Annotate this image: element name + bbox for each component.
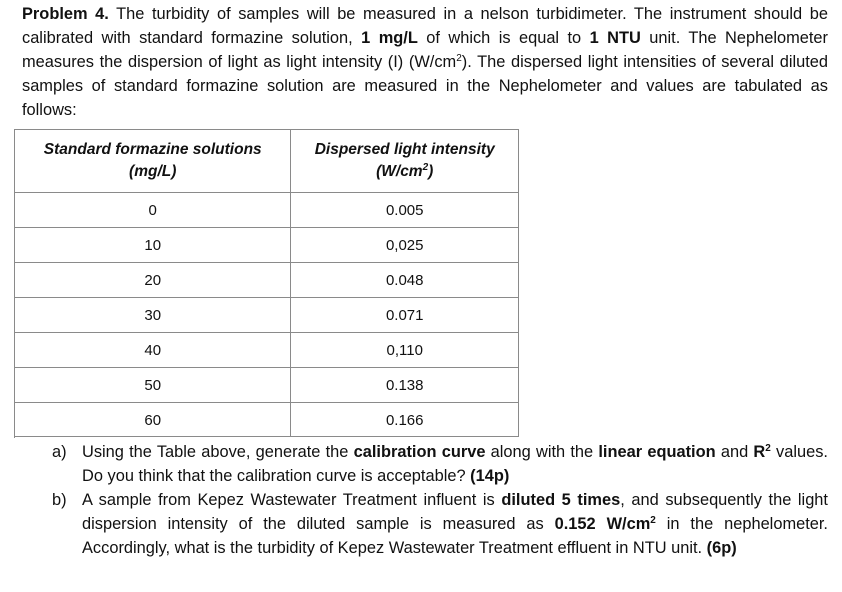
- cell-intensity: 0.071: [291, 298, 519, 333]
- calibration-table: [14, 129, 519, 437]
- question-marker: a): [52, 443, 67, 461]
- column-header-concentration: [15, 130, 291, 193]
- table-row: [15, 298, 519, 333]
- table-row: [15, 333, 519, 368]
- cell-concentration: 20: [15, 263, 291, 298]
- cell-concentration: 50: [15, 368, 291, 403]
- problem-text-4: ). The dispersed light intensities of several diluted samples of standard formazine solution are measured in the Nephelometer and values are tabulated as follows:: [22, 53, 829, 119]
- problem-text-1: The turbidity of samples will be measured in a nelson turbidimeter. The instrument should be calibrated with standard formazine solution,: [22, 5, 828, 47]
- cell-concentration: 40: [15, 333, 291, 368]
- question-marker: b): [52, 491, 67, 509]
- table-row: [15, 263, 519, 298]
- cell-concentration: 10: [15, 228, 291, 263]
- question-points: (14p): [470, 467, 510, 485]
- calibration-value: 1 mg/L: [361, 29, 418, 47]
- cell-intensity: 0.138: [291, 368, 519, 403]
- superscript: 2: [456, 53, 462, 64]
- cell-concentration: 30: [15, 298, 291, 333]
- cell-intensity: 0,025: [291, 228, 519, 263]
- table-row: [15, 228, 519, 263]
- header-unit: (mg/L): [129, 163, 177, 180]
- cell-concentration: 60: [15, 403, 291, 438]
- question-a: a) Using the Table above, generate the calibration curve along with the linear equation and $R^2$ values. Do you think that the calibration curve is acceptable? (14p): [52, 440, 828, 488]
- problem-text-2: of which is equal to: [417, 29, 590, 47]
- ntu-value: 1 NTU: [589, 29, 641, 47]
- cell-intensity: 0.048: [291, 263, 519, 298]
- table-row: [15, 368, 519, 403]
- question-list: [52, 440, 828, 560]
- question-b: b) A sample from Kepez Wastewater Treatment influent is diluted 5 times, and subsequently the light dispersion intensity of the diluted sample is measured as 0.152 $W/cm^2$ in the nephelometer. Accordingly, what is the turbidity of Kepez Wastewater Treatment effluent in NTU unit. (6p): [52, 488, 828, 560]
- table-header-row: [15, 130, 519, 193]
- cell-concentration: 0: [15, 193, 291, 228]
- table-row: [15, 403, 519, 438]
- table-left-border: [14, 129, 15, 438]
- column-header-intensity: [291, 130, 519, 193]
- cell-intensity: 0.166: [291, 403, 519, 438]
- cell-intensity: 0.005: [291, 193, 519, 228]
- problem-text-3: unit. The Nephelometer measures the dispersion of light as light intensity (I) (W/cm: [22, 29, 829, 71]
- problem-label: Problem 4.: [22, 5, 109, 23]
- header-line: Dispersed light intensity: [314, 141, 495, 158]
- header-unit: $(W/cm^2)$: [376, 162, 434, 180]
- table-row: [15, 193, 519, 228]
- cell-intensity: 0,110: [291, 333, 519, 368]
- table-bottom-border: [14, 436, 519, 437]
- question-points: (6p): [706, 539, 737, 557]
- problem-statement: [22, 2, 828, 122]
- header-line: Standard formazine solutions: [43, 141, 262, 158]
